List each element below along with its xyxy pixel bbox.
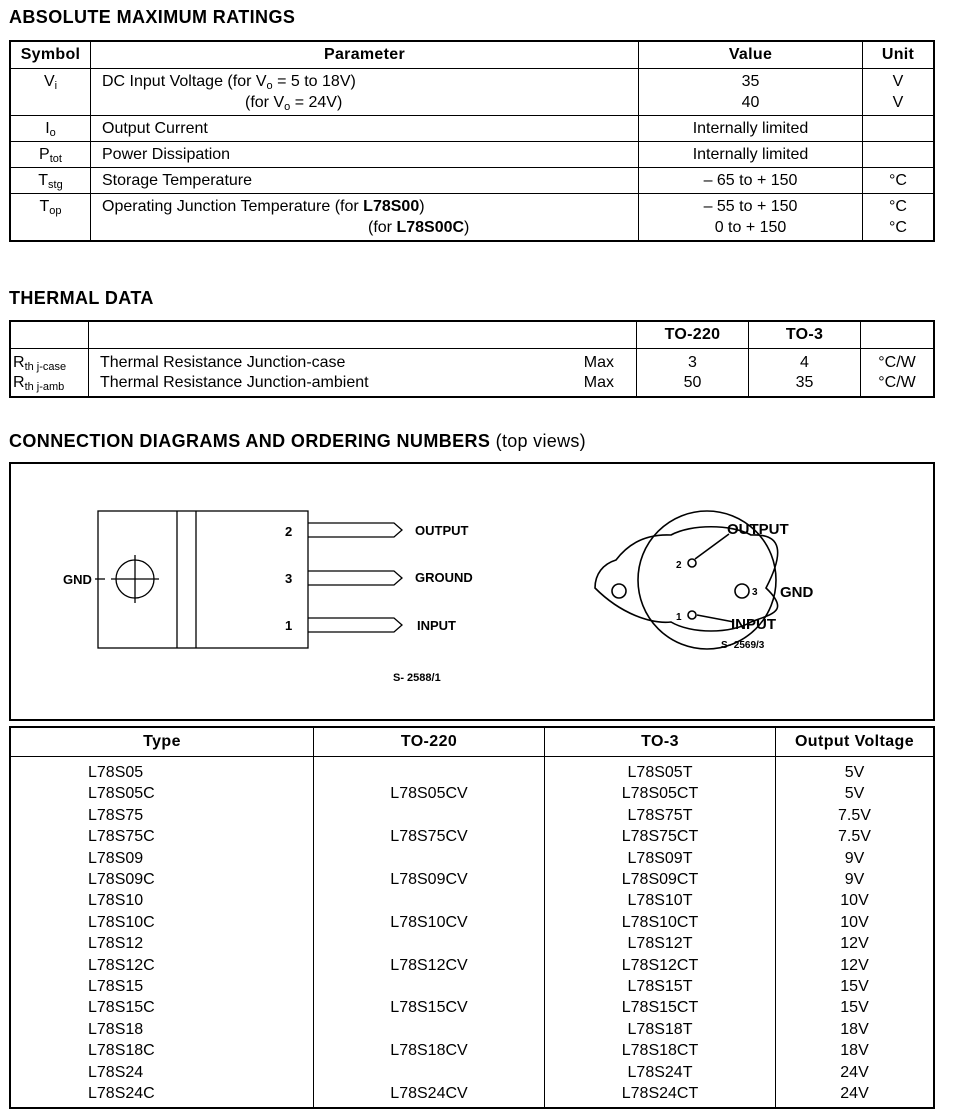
amr-row-io [10, 116, 934, 142]
amr-parameter: DC Input Voltage (for $V_o = 5$ to 18V) (for $V_o = 24V$) [91, 69, 639, 116]
thermal-header-to220: TO-220 [637, 321, 749, 349]
amr-heading: ABSOLUTE MAXIMUM RATINGS [9, 7, 296, 27]
ordering-to3-cell: L78S12T [545, 933, 776, 954]
amr-value: – 55 to + 150 0 to + 150 [639, 194, 863, 242]
thermal-header-row [10, 321, 934, 349]
ordering-output-voltage-cell: 9V [776, 848, 935, 869]
ordering-to220-cell [314, 848, 545, 869]
ordering-output-voltage-cell: 24V [776, 1062, 935, 1083]
ordering-row [10, 1019, 934, 1040]
amr-header-row [10, 41, 934, 69]
ordering-to3-cell: L78S18T [545, 1019, 776, 1040]
to3-input-leader [697, 615, 734, 622]
to220-lead-input [308, 618, 402, 632]
amr-symbol: $P_{tot}$ [10, 142, 91, 168]
amr-row-top [10, 194, 934, 242]
thermal-header-blank [861, 321, 935, 349]
ordering-type-cell: L78S18C [10, 1040, 314, 1061]
amr-parameter: Operating Junction Temperature (for L78S00) (for L78S00C) [91, 194, 639, 242]
ordering-to220-cell: L78S10CV [314, 912, 545, 933]
amr-unit: °C [863, 168, 935, 194]
thermal-to3-value: 4 [749, 349, 861, 374]
thermal-header-blank [89, 321, 637, 349]
thermal-to3-value: 35 [749, 373, 861, 397]
thermal-heading: THERMAL DATA [9, 288, 154, 308]
thermal-to220-value: 3 [637, 349, 749, 374]
ordering-to3-cell: L78S18CT [545, 1040, 776, 1061]
to220-gnd-label: GND [63, 572, 92, 587]
ordering-to3-cell: L78S24T [545, 1062, 776, 1083]
amr-unit: °C °C [863, 194, 935, 242]
ordering-row [10, 848, 934, 869]
ordering-header-to220: TO-220 [314, 727, 545, 757]
thermal-row-jamb [10, 373, 934, 397]
ordering-type-cell: L78S12 [10, 933, 314, 954]
to3-output-leader [695, 534, 729, 559]
amr-symbol: $T_{op}$ [10, 194, 91, 242]
ordering-row [10, 1083, 934, 1107]
amr-symbol: $V_i$ [10, 69, 91, 116]
amr-parameter: Storage Temperature [91, 168, 639, 194]
ordering-type-cell: L78S10 [10, 890, 314, 911]
amr-unit: V V [863, 69, 935, 116]
ordering-type-cell: L78S75C [10, 826, 314, 847]
ordering-output-voltage-cell: 7.5V [776, 826, 935, 847]
ordering-output-voltage-cell: 12V [776, 955, 935, 976]
ordering-row [10, 805, 934, 826]
to3-pin2 [688, 559, 696, 567]
ordering-output-voltage-cell: 7.5V [776, 805, 935, 826]
ordering-to3-cell: L78S12CT [545, 955, 776, 976]
ordering-to3-cell: L78S10T [545, 890, 776, 911]
to220-output-label: OUTPUT [415, 523, 469, 538]
thermal-data-table [9, 320, 935, 398]
thermal-symbol: $R_{th j-case}$ [10, 349, 89, 374]
amr-parameter: Output Current [91, 116, 639, 142]
ordering-type-cell: L78S18 [10, 1019, 314, 1040]
ordering-to3-cell: L78S15CT [545, 997, 776, 1018]
to220-lead-ground [308, 571, 402, 585]
ordering-type-cell: L78S05C [10, 783, 314, 804]
to220-pin1-label: 1 [285, 618, 293, 633]
amr-value: 35 40 [639, 69, 863, 116]
ordering-to220-cell: L78S15CV [314, 997, 545, 1018]
ordering-output-voltage-cell: 10V [776, 890, 935, 911]
to220-lead-output [308, 523, 402, 537]
ordering-row [10, 1062, 934, 1083]
to3-pin2-label: 2 [676, 560, 682, 571]
amr-row-vi [10, 69, 934, 116]
to3-drawing-code: S- 2569/3 [721, 640, 765, 651]
ordering-type-cell: L78S15 [10, 976, 314, 997]
to3-pin3-label: 3 [752, 587, 758, 598]
thermal-header-blank [10, 321, 89, 349]
thermal-parameter: Thermal Resistance Junction-ambient Max [89, 373, 637, 397]
ordering-row [10, 997, 934, 1018]
ordering-numbers-table [9, 726, 935, 1109]
ordering-to220-cell: L78S75CV [314, 826, 545, 847]
amr-header-symbol: Symbol [10, 41, 91, 69]
amr-value: Internally limited [639, 116, 863, 142]
ordering-row [10, 1040, 934, 1061]
thermal-unit: °C/W [861, 349, 935, 374]
amr-header-unit: Unit [863, 41, 935, 69]
amr-row-tstg [10, 168, 934, 194]
ordering-table-body [10, 757, 934, 1108]
to220-diagram [95, 511, 402, 648]
to3-output-label: OUTPUT [727, 521, 789, 538]
ordering-type-cell: L78S15C [10, 997, 314, 1018]
connection-heading: CONNECTION DIAGRAMS AND ORDERING NUMBERS (top views) [9, 431, 586, 451]
to3-mounting-hole-right [735, 584, 749, 598]
ordering-to220-cell [314, 805, 545, 826]
thermal-unit: °C/W [861, 373, 935, 397]
ordering-output-voltage-cell: 24V [776, 1083, 935, 1107]
ordering-row [10, 955, 934, 976]
thermal-parameter: Thermal Resistance Junction-case Max [89, 349, 637, 374]
to220-drawing-code: S- 2588/1 [393, 672, 441, 684]
connection-diagram-box [9, 462, 935, 721]
thermal-header-to3: TO-3 [749, 321, 861, 349]
ordering-row [10, 757, 934, 784]
ordering-to3-cell: L78S09CT [545, 869, 776, 890]
amr-parameter: Power Dissipation [91, 142, 639, 168]
to220-pin3-label: 3 [285, 571, 293, 586]
ordering-to3-cell: L78S09T [545, 848, 776, 869]
ordering-header-type: Type [10, 727, 314, 757]
ordering-row [10, 783, 934, 804]
amr-symbol: $I_o$ [10, 116, 91, 142]
amr-unit [863, 116, 935, 142]
thermal-row-jcase [10, 349, 934, 374]
to220-pin2-label: 2 [285, 524, 293, 539]
ordering-to3-cell: L78S05CT [545, 783, 776, 804]
ordering-to3-cell: L78S75CT [545, 826, 776, 847]
ordering-output-voltage-cell: 5V [776, 757, 935, 784]
ordering-output-voltage-cell: 18V [776, 1040, 935, 1061]
amr-value: – 65 to + 150 [639, 168, 863, 194]
ordering-to220-cell [314, 757, 545, 784]
ordering-row [10, 976, 934, 997]
ordering-output-voltage-cell: 10V [776, 912, 935, 933]
amr-header-parameter: Parameter [91, 41, 639, 69]
ordering-output-voltage-cell: 15V [776, 997, 935, 1018]
ordering-to3-cell: L78S15T [545, 976, 776, 997]
amr-header-value: Value [639, 41, 863, 69]
to3-gnd-label: GND [780, 584, 814, 601]
ordering-row [10, 933, 934, 954]
ordering-type-cell: L78S09C [10, 869, 314, 890]
ordering-to220-cell [314, 976, 545, 997]
ordering-to3-cell: L78S10CT [545, 912, 776, 933]
amr-unit [863, 142, 935, 168]
ordering-row [10, 890, 934, 911]
ordering-type-cell: L78S12C [10, 955, 314, 976]
thermal-to220-value: 50 [637, 373, 749, 397]
to3-pin1-label: 1 [676, 612, 682, 623]
ordering-row [10, 912, 934, 933]
connection-diagram [11, 464, 933, 719]
ordering-header-to3: TO-3 [545, 727, 776, 757]
ordering-to3-cell: L78S05T [545, 757, 776, 784]
ordering-header-row [10, 727, 934, 757]
ordering-type-cell: L78S24 [10, 1062, 314, 1083]
to3-mounting-hole-left [612, 584, 626, 598]
ordering-to220-cell: L78S12CV [314, 955, 545, 976]
ordering-type-cell: L78S75 [10, 805, 314, 826]
ordering-header-output-voltage: Output Voltage [776, 727, 935, 757]
ordering-type-cell: L78S24C [10, 1083, 314, 1107]
ordering-to3-cell: L78S24CT [545, 1083, 776, 1107]
ordering-output-voltage-cell: 12V [776, 933, 935, 954]
ordering-to220-cell [314, 933, 545, 954]
ordering-to220-cell: L78S18CV [314, 1040, 545, 1061]
ordering-to3-cell: L78S75T [545, 805, 776, 826]
ordering-to220-cell [314, 890, 545, 911]
thermal-symbol: $R_{th j-amb}$ [10, 373, 89, 397]
amr-symbol: $T_{stg}$ [10, 168, 91, 194]
ordering-type-cell: L78S05 [10, 757, 314, 784]
to3-pin1 [688, 611, 696, 619]
to220-input-label: INPUT [417, 618, 456, 633]
ordering-output-voltage-cell: 9V [776, 869, 935, 890]
ordering-type-cell: L78S10C [10, 912, 314, 933]
ordering-type-cell: L78S09 [10, 848, 314, 869]
ordering-to220-cell: L78S05CV [314, 783, 545, 804]
ordering-output-voltage-cell: 18V [776, 1019, 935, 1040]
ordering-row [10, 869, 934, 890]
to220-ground-label: GROUND [415, 570, 473, 585]
ordering-to220-cell [314, 1019, 545, 1040]
ordering-output-voltage-cell: 15V [776, 976, 935, 997]
ordering-row [10, 826, 934, 847]
ordering-to220-cell [314, 1062, 545, 1083]
amr-row-ptot [10, 142, 934, 168]
ordering-output-voltage-cell: 5V [776, 783, 935, 804]
ordering-to220-cell: L78S09CV [314, 869, 545, 890]
ordering-to220-cell: L78S24CV [314, 1083, 545, 1107]
absolute-max-ratings-table [9, 40, 935, 242]
amr-value: Internally limited [639, 142, 863, 168]
to3-input-label: INPUT [731, 616, 776, 633]
